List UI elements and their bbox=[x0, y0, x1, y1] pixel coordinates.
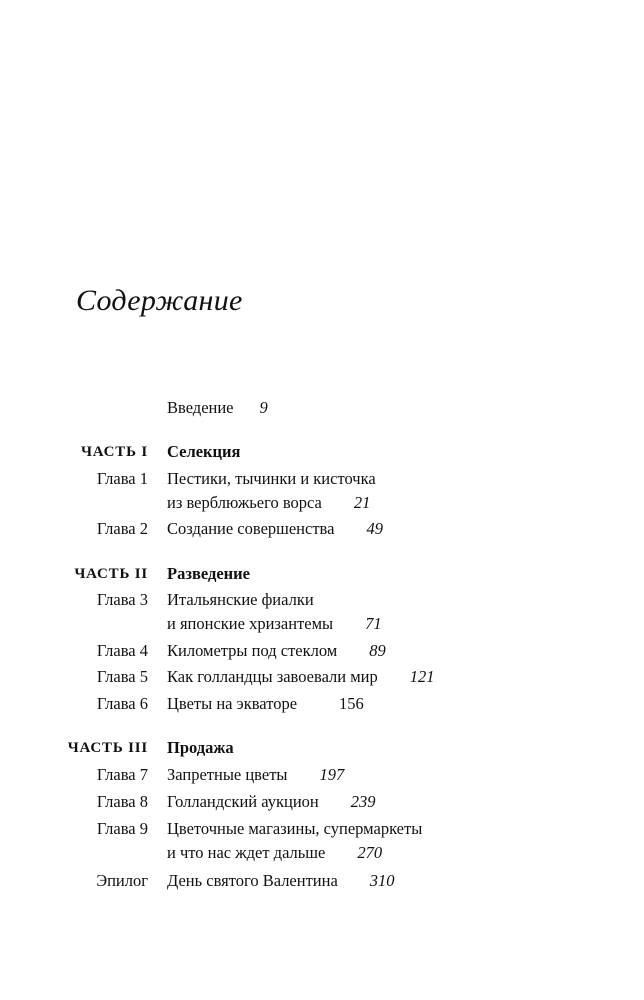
entry-title-cont: и японские хризантемы bbox=[167, 614, 334, 633]
entry-title: Итальянские фиалки bbox=[167, 590, 314, 609]
page-number: 310 bbox=[369, 871, 395, 890]
entry-title-cont: из верблюжьего ворса bbox=[167, 493, 322, 512]
page-number: 21 bbox=[353, 493, 371, 512]
toc-part-3 bbox=[0, 736, 644, 760]
toc-entry-intro bbox=[0, 396, 644, 420]
chapter-label: Глава 7 bbox=[96, 765, 148, 784]
page-number: 197 bbox=[319, 765, 345, 784]
chapter-label: Глава 6 bbox=[96, 694, 148, 713]
contents-title: Содержание bbox=[76, 284, 243, 317]
toc-entry-chapter-2 bbox=[0, 517, 644, 541]
chapter-label: Глава 4 bbox=[96, 641, 148, 660]
entry-title: Запретные цветы bbox=[167, 765, 288, 784]
entry-title: День святого Валентина bbox=[167, 871, 338, 890]
part-title: Разведение bbox=[167, 564, 250, 583]
toc-entry-epilogue bbox=[0, 869, 644, 893]
toc-entry-chapter-8 bbox=[0, 790, 644, 814]
toc-entry-chapter-1 bbox=[0, 467, 644, 491]
part-label: ЧАСТЬ II bbox=[74, 566, 148, 582]
page-number: 156 bbox=[339, 694, 364, 713]
page-number: 239 bbox=[350, 792, 376, 811]
entry-title: Введение bbox=[167, 398, 234, 417]
toc-entry-chapter-1-cont bbox=[0, 491, 644, 515]
page-number: 49 bbox=[366, 519, 383, 538]
toc-part-1 bbox=[0, 440, 644, 464]
entry-title: Цветочные магазины, супермаркеты bbox=[167, 819, 423, 838]
toc-entry-chapter-3 bbox=[0, 588, 644, 612]
part-title: Продажа bbox=[167, 738, 234, 757]
part-title: Селекция bbox=[167, 442, 241, 461]
entry-title: Пестики, тычинки и кисточка bbox=[167, 469, 376, 488]
toc-entry-chapter-5 bbox=[0, 665, 644, 689]
toc-entry-chapter-7 bbox=[0, 763, 644, 787]
part-label: ЧАСТЬ III bbox=[67, 740, 148, 756]
page-number: 270 bbox=[357, 843, 383, 862]
entry-title: Километры под стеклом bbox=[167, 641, 338, 660]
chapter-label: Глава 2 bbox=[96, 519, 148, 538]
page-number: 121 bbox=[409, 667, 435, 686]
toc-entry-chapter-3-cont bbox=[0, 612, 644, 636]
entry-title: Создание совершенства bbox=[167, 519, 335, 538]
chapter-label: Эпилог bbox=[96, 871, 148, 890]
entry-title: Как голландцы завоевали мир bbox=[167, 667, 378, 686]
entry-title-cont: и что нас ждет дальше bbox=[167, 843, 326, 862]
chapter-label: Глава 1 bbox=[96, 469, 148, 488]
part-label: ЧАСТЬ I bbox=[80, 444, 148, 460]
entry-title: Голландский аукцион bbox=[167, 792, 319, 811]
entry-title: Цветы на экваторе bbox=[167, 694, 298, 713]
toc-entry-chapter-9 bbox=[0, 817, 644, 841]
page-number: 71 bbox=[365, 614, 382, 633]
toc-entry-chapter-6 bbox=[0, 692, 644, 716]
chapter-label: Глава 8 bbox=[96, 792, 148, 811]
page-number: 9 bbox=[259, 398, 268, 417]
toc-entry-chapter-4 bbox=[0, 639, 644, 663]
page-number: 89 bbox=[369, 641, 386, 660]
chapter-label: Глава 9 bbox=[96, 819, 148, 838]
chapter-label: Глава 3 bbox=[96, 590, 148, 609]
toc-entry-chapter-9-cont bbox=[0, 841, 644, 865]
toc-part-2 bbox=[0, 562, 644, 586]
chapter-label: Глава 5 bbox=[96, 667, 148, 686]
